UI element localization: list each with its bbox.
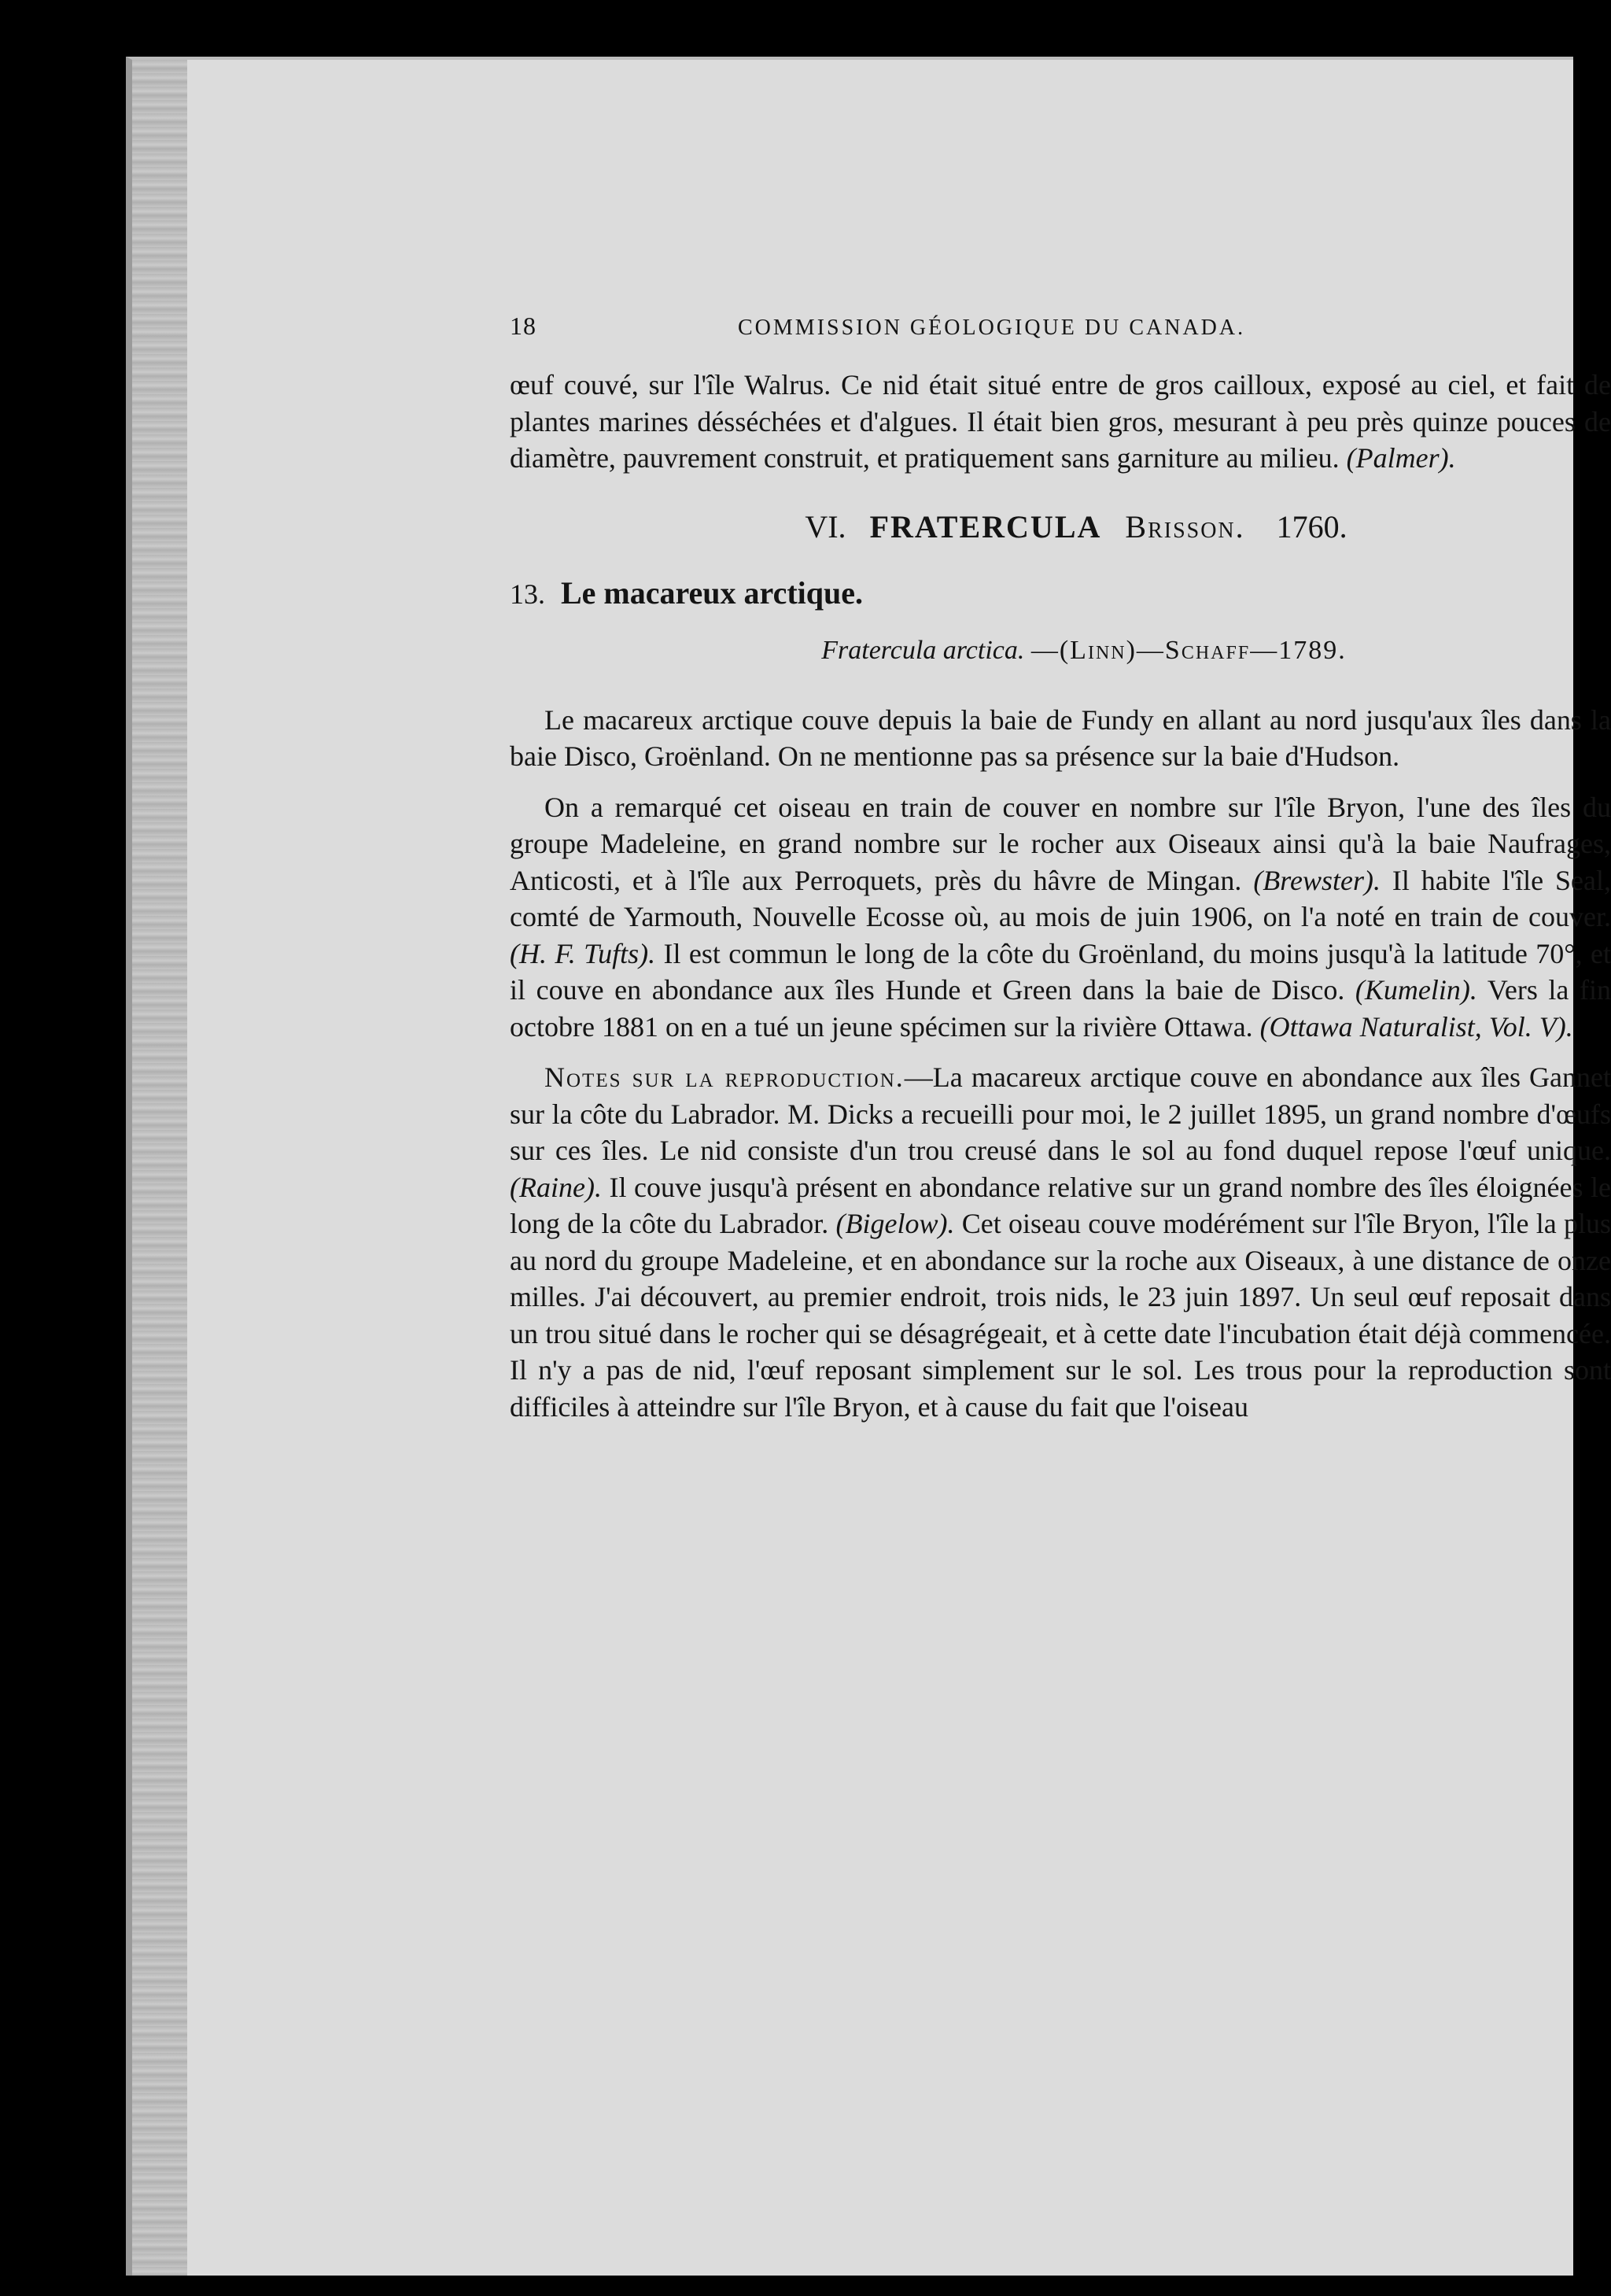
genus-year: 1760. bbox=[1276, 508, 1347, 544]
paragraph-records bbox=[510, 789, 1611, 1046]
genus-name: FRATERCULA bbox=[869, 508, 1102, 544]
intro-paragraph bbox=[510, 367, 1611, 477]
binomial-latin: Fratercula arctica. bbox=[821, 635, 1025, 665]
para3-text-c: Cet oiseau couve modérément sur l'île Bryon, l'île la plus au nord du groupe Madeleine, et en abondance sur la roche aux Oiseaux, à une distance de onze milles. J'ai découvert, au premier endroit, trois nids, le 23 juin 1897. Un seul œuf reposait dans un trou situé dans le rocher qui se désagrégeait, et à cette date l'incubation était déjà commencée. Il n'y a pas de nid, l'œuf reposant simplement sur le sol. Les trous pour la reproduction sont difficiles à atteindre sur l'île Bryon, et à cause du fait que l'oiseau bbox=[510, 1208, 1611, 1423]
para2-citation-3: (Kumelin). bbox=[1355, 974, 1477, 1006]
para2-text-a: On a remarqué cet oiseau en train de couver en nombre sur l'île Bryon, l'une des îles du groupe Madeleine, en grand nombre sur le rocher aux Oiseaux ainsi qu'à la baie Naufrages, Anticosti, et à l'île aux Perroquets, près du hâvre de Mingan. bbox=[510, 791, 1611, 896]
para2-text-b: Il habite l'île Seal, comté de Yarmouth, Nouvelle Ecosse où, au mois de juin 1906, on l'a noté en train de couver. bbox=[510, 864, 1611, 932]
para2-citation-4: (Ottawa Naturalist, Vol. V). bbox=[1259, 1010, 1573, 1043]
genus-heading bbox=[510, 508, 1611, 557]
para2-citation-2: (H. F. Tufts). bbox=[510, 937, 656, 969]
page-binding-edge bbox=[132, 60, 187, 2276]
para1-text: Le macareux arctique couve depuis la baie de Fundy en allant au nord jusqu'aux îles dans la baie Disco, Groënland. On ne mentionne pas sa présence sur la baie d'Hudson. bbox=[510, 703, 1611, 772]
para3-text-b: Il couve jusqu'à présent en abondance relative sur un grand nombre des îles éloignées le long de la côte du Labrador. bbox=[510, 1171, 1611, 1239]
species-heading bbox=[510, 574, 1611, 622]
binomial-authority: —(Linn)—Schaff—1789. bbox=[1030, 635, 1347, 665]
paragraph-breeding-notes bbox=[510, 1059, 1611, 1425]
para2-text-d: Vers la fin octobre 1881 on en a tué un jeune spécimen sur la rivière Ottawa. bbox=[510, 974, 1611, 1043]
running-head bbox=[510, 312, 1611, 356]
para3-citation-1: (Raine). bbox=[510, 1171, 602, 1203]
genus-numeral: VI. bbox=[805, 508, 846, 544]
para3-text-a: —La macareux arctique couve en abondance aux îles Gannet sur la côte du Labrador. M. Dicks a recueilli pour moi, le 2 juillet 1895, un grand nombre d'œufs sur ces îles. Le nid consiste d'un trou creusé dans le sol au fond duquel repose l'œuf unique. bbox=[510, 1061, 1611, 1166]
species-number: 13. bbox=[510, 578, 545, 610]
para2-text-c: Il est commun le long de la côte du Groënland, du moins jusqu'à la latitude 70°, et il couve en abondance aux îles Hunde et Green dans la baie de Disco. bbox=[510, 937, 1611, 1006]
genus-author: Brisson. bbox=[1125, 508, 1245, 544]
para3-citation-2: (Bigelow). bbox=[835, 1208, 955, 1239]
page-text-block bbox=[510, 312, 1611, 1425]
intro-citation: (Palmer). bbox=[1346, 442, 1456, 474]
intro-text: œuf couvé, sur l'île Walrus. Ce nid était situé entre de gros cailloux, exposé au ciel, et fait de plantes marines désséchées et d'algues. Il était bien gros, mesurant à peu près quinze pouces de diamètre, pauvrement construit, et pratiquement sans garniture au milieu. bbox=[510, 369, 1611, 474]
section-lead: Notes sur la reproduction. bbox=[544, 1061, 905, 1093]
paragraph-range bbox=[510, 702, 1611, 775]
running-title: COMMISSION GÉOLOGIQUE DU CANADA. bbox=[738, 316, 1246, 340]
book-page bbox=[126, 57, 1611, 2276]
species-name: Le macareux arctique. bbox=[561, 574, 864, 611]
binomial-line bbox=[510, 636, 1611, 686]
page-number: 18 bbox=[510, 312, 536, 340]
para2-citation-1: (Brewster). bbox=[1253, 864, 1381, 896]
